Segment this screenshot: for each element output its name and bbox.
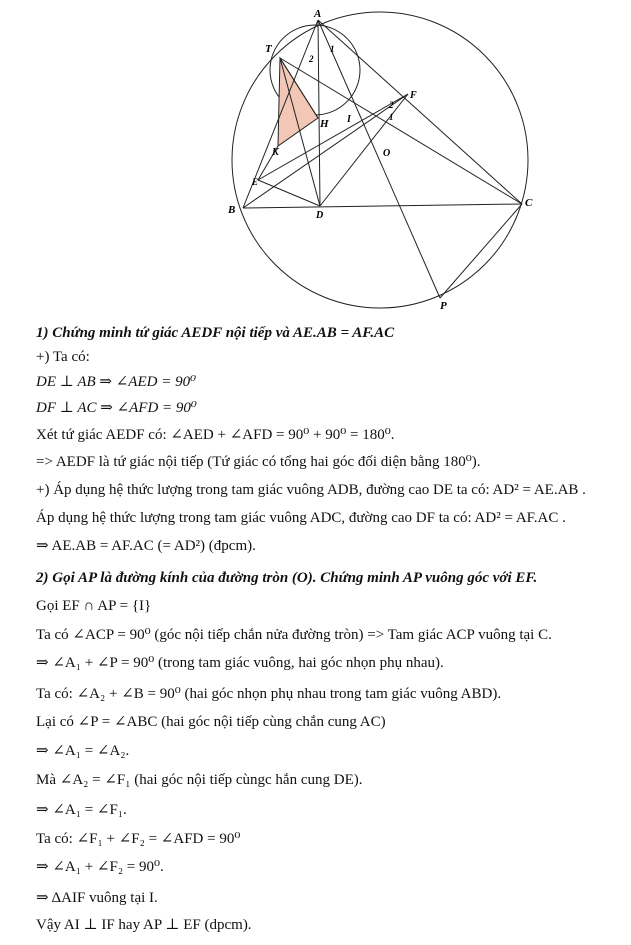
text-line-15: Mà ∠A₂ = ∠F₁ (hai góc nội tiếp cùngc hắn cung DE). bbox=[36, 772, 363, 788]
text-line-11: ⇒ ∠A₁ + ∠P = 90⁰ (trong tam giác vuông, hai góc nhọn phụ nhau). bbox=[36, 655, 444, 671]
geometry-figure bbox=[0, 0, 631, 320]
text-line-16: ⇒ ∠A₁ = ∠F₁. bbox=[36, 802, 127, 818]
text-line-07: Áp dụng hệ thức lượng trong tam giác vuông ADC, đường cao DF ta có: AD² = AF.AC . bbox=[36, 510, 566, 526]
line-pc bbox=[440, 204, 522, 298]
line-ed bbox=[258, 180, 320, 206]
heading-part-2: 2) Gọi AP là đường kính của đường tròn (O). Chứng minh AP vuông góc với EF. bbox=[36, 570, 538, 586]
text-line-02: DE ⊥ AB ⇒ ∠AED = 90⁰ bbox=[36, 374, 197, 390]
text-line-01: +) Ta có: bbox=[36, 349, 90, 365]
line-ac bbox=[318, 20, 522, 204]
line-ad bbox=[318, 20, 320, 206]
text-line-12: Ta có: ∠A₂ + ∠B = 90⁰ (hai góc nhọn phụ nhau trong tam giác vuông ABD). bbox=[36, 686, 502, 702]
text-line-18: ⇒ ∠A₁ + ∠F₂ = 90⁰. bbox=[36, 859, 164, 875]
line-ap bbox=[318, 20, 440, 298]
text-line-06: +) Áp dụng hệ thức lượng trong tam giác vuông ADB, đường cao DE ta có: AD² = AE.AB . bbox=[36, 482, 586, 498]
label-angle-f2: 2 bbox=[389, 100, 394, 110]
text-line-09: Gọi EF ∩ AP = {I} bbox=[36, 598, 152, 614]
text-line-14: ⇒ ∠A₁ = ∠A₂. bbox=[36, 743, 130, 759]
label-a: A bbox=[314, 8, 322, 20]
label-h: H bbox=[320, 118, 329, 130]
label-t: T bbox=[265, 43, 272, 55]
label-f: F bbox=[410, 90, 417, 101]
label-angle-a2: 2 bbox=[309, 54, 314, 64]
label-angle-a1: 1 bbox=[330, 44, 335, 54]
text-line-13: Lại có ∠P = ∠ABC (hai góc nội tiếp cùng chắn cung AC) bbox=[36, 714, 386, 730]
heading-part-1: 1) Chứng minh tứ giác AEDF nội tiếp và AE.AB = AF.AC bbox=[36, 325, 395, 341]
text-line-08: ⇒ AE.AB = AF.AC (= AD²) (đpcm). bbox=[36, 538, 256, 554]
text-line-10: Ta có ∠ACP = 90⁰ (góc nội tiếp chắn nửa đường tròn) => Tam giác ACP vuông tại C. bbox=[36, 627, 552, 643]
label-d: D bbox=[316, 210, 324, 221]
text-line-19: ⇒ ΔAIF vuông tại I. bbox=[36, 890, 158, 906]
line-ch bbox=[280, 58, 522, 204]
circle-o bbox=[232, 12, 528, 308]
label-i: I bbox=[347, 114, 351, 125]
label-b: B bbox=[228, 204, 236, 216]
text-line-04: Xét tứ giác AEDF có: ∠AED + ∠AFD = 90⁰ + 90⁰ = 180⁰. bbox=[36, 427, 395, 443]
label-e: E bbox=[252, 177, 259, 187]
text-line-03: DF ⊥ AC ⇒ ∠AFD = 90⁰ bbox=[36, 400, 197, 416]
label-o: O bbox=[383, 148, 391, 159]
text-line-20: Vậy AI ⊥ IF hay AP ⊥ EF (dpcm). bbox=[36, 917, 252, 933]
label-k: K bbox=[272, 147, 279, 158]
label-c: C bbox=[525, 197, 533, 209]
label-p: P bbox=[440, 300, 447, 312]
text-line-17: Ta có: ∠F₁ + ∠F₂ = ∠AFD = 90⁰ bbox=[36, 831, 241, 847]
line-bc bbox=[243, 204, 522, 208]
label-angle-f1: 1 bbox=[389, 112, 394, 122]
text-line-05: => AEDF là tứ giác nội tiếp (Tứ giác có tổng hai góc đối diện bằng 180⁰). bbox=[36, 454, 481, 470]
